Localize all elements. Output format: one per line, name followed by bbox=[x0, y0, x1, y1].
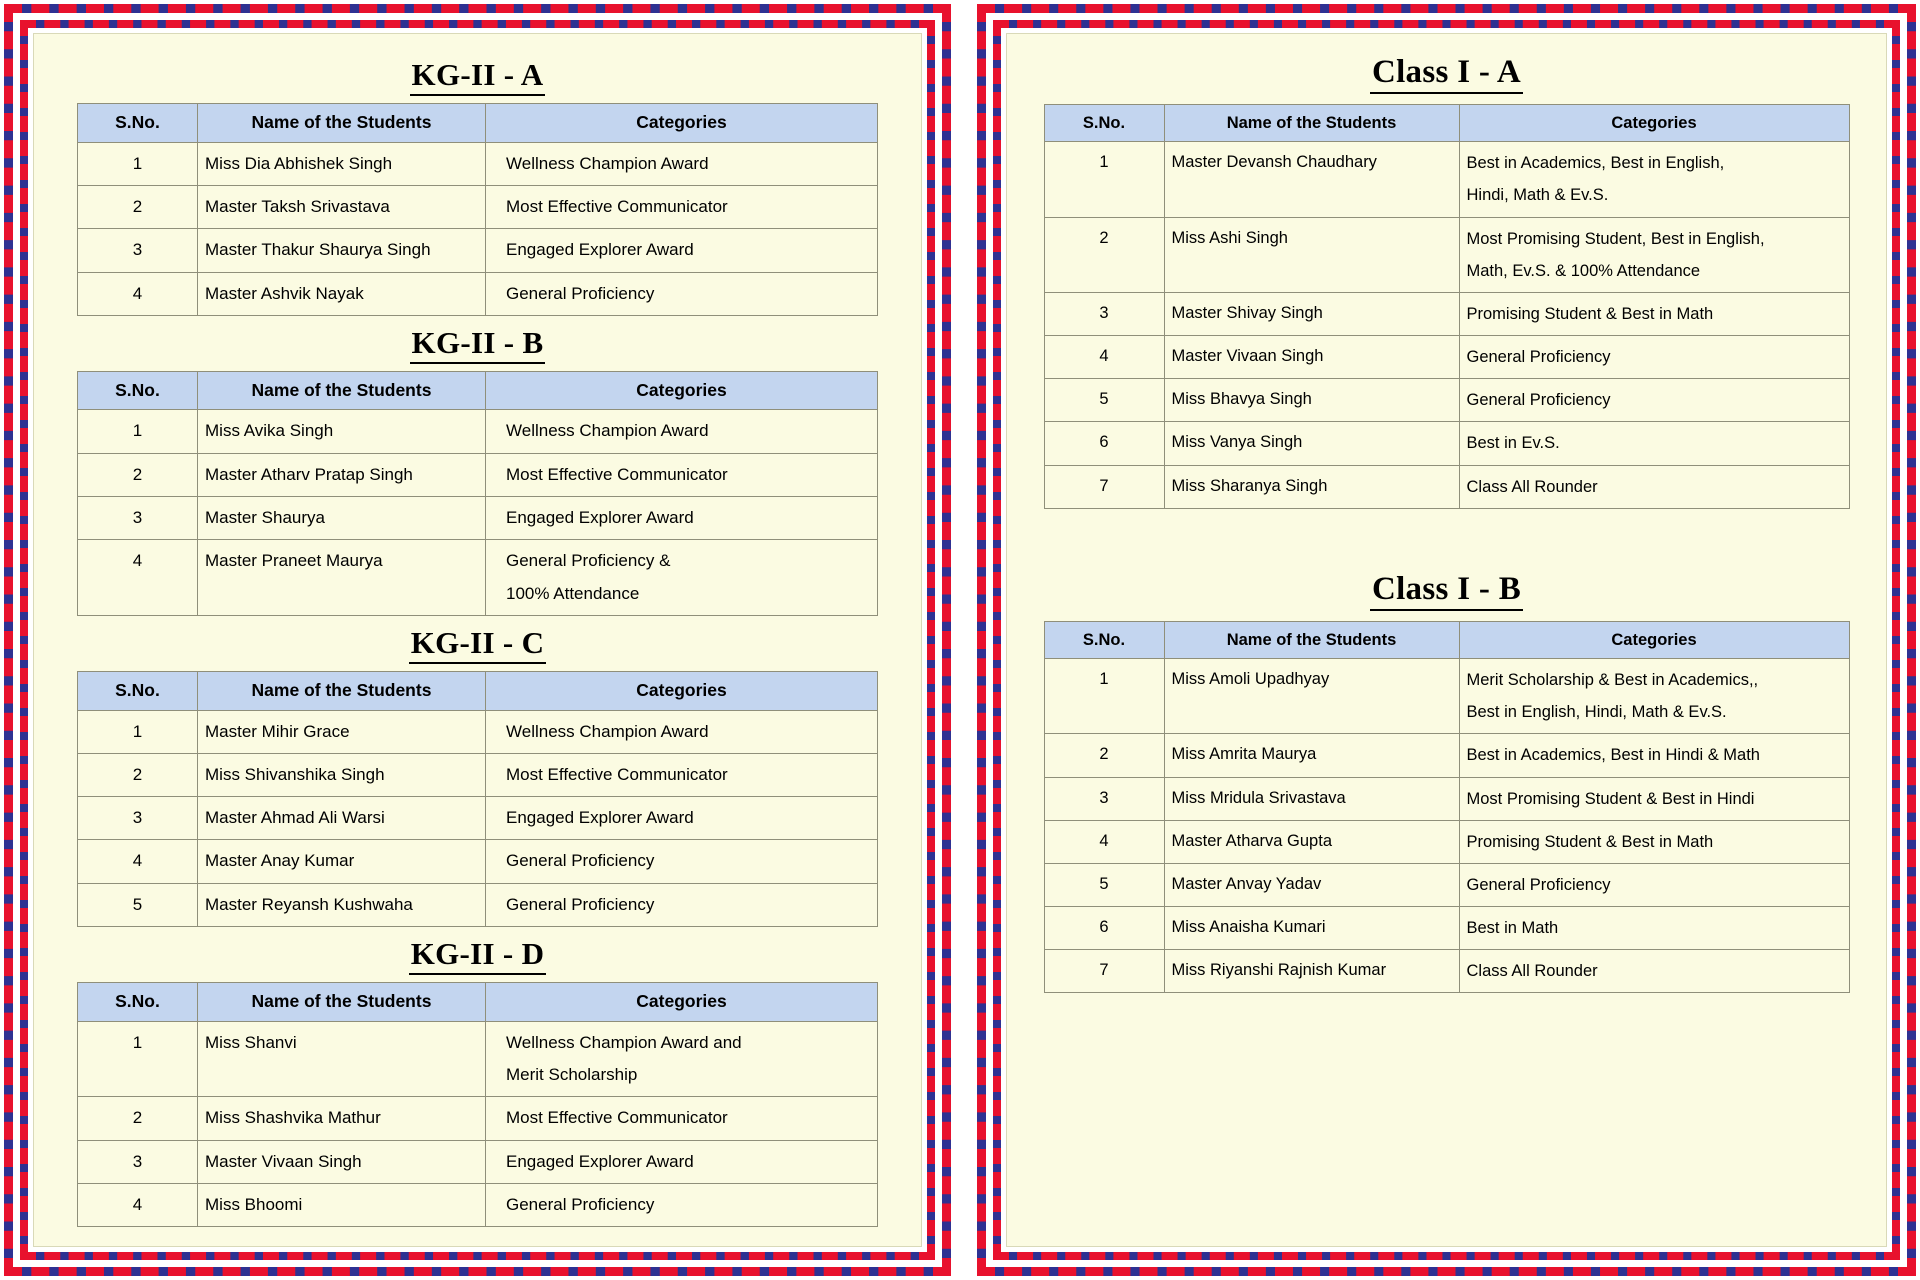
column-header-name: Name of the Students bbox=[1164, 621, 1459, 658]
right-page bbox=[973, 0, 1920, 1280]
cell-categories bbox=[1459, 336, 1849, 379]
cell-serial-number: 3 bbox=[1044, 777, 1164, 820]
table-header-row bbox=[78, 983, 878, 1022]
category-line: Wellness Champion Award bbox=[506, 421, 709, 441]
cell-serial-number: 3 bbox=[78, 229, 198, 272]
table-header-row bbox=[78, 671, 878, 710]
category-line: General Proficiency & bbox=[506, 551, 671, 571]
cell-categories bbox=[486, 272, 878, 315]
cell-serial-number: 5 bbox=[1044, 379, 1164, 422]
cell-categories bbox=[1459, 217, 1849, 292]
section-title bbox=[1029, 54, 1864, 94]
cell-categories bbox=[1459, 292, 1849, 335]
cell-student-name: Master Devansh Chaudhary bbox=[1164, 142, 1459, 217]
cell-serial-number: 2 bbox=[1044, 734, 1164, 777]
award-section bbox=[56, 625, 899, 927]
table-row bbox=[1044, 379, 1849, 422]
column-header-categories: Categories bbox=[486, 983, 878, 1022]
section-title-text: KG-II - B bbox=[410, 325, 546, 364]
cell-student-name: Master Reyansh Kushwaha bbox=[198, 883, 486, 926]
table-row bbox=[1044, 820, 1849, 863]
section-title bbox=[56, 57, 899, 96]
category-line: General Proficiency bbox=[1466, 348, 1611, 367]
table-header-row bbox=[1044, 105, 1849, 142]
category-line: General Proficiency bbox=[506, 851, 655, 871]
award-section bbox=[1029, 571, 1864, 994]
category-line: General Proficiency bbox=[506, 1194, 655, 1214]
cell-categories bbox=[486, 453, 878, 496]
table-row bbox=[78, 229, 878, 272]
category-line: Best in English, Hindi, Math & Ev.S. bbox=[1466, 703, 1727, 722]
cell-student-name: Miss Amoli Upadhyay bbox=[1164, 659, 1459, 734]
awards-table bbox=[77, 671, 878, 927]
cell-serial-number: 3 bbox=[78, 797, 198, 840]
category-line: Best in Academics, Best in English, bbox=[1466, 154, 1725, 173]
column-header-sno: S.No. bbox=[1044, 621, 1164, 658]
table-row bbox=[78, 540, 878, 616]
cell-student-name: Master Mihir Grace bbox=[198, 710, 486, 753]
cell-categories bbox=[486, 710, 878, 753]
awards-table bbox=[77, 103, 878, 316]
cell-student-name: Miss Riyanshi Rajnish Kumar bbox=[1164, 950, 1459, 993]
cell-categories bbox=[486, 229, 878, 272]
cell-serial-number: 2 bbox=[78, 453, 198, 496]
category-line: Merit Scholarship bbox=[506, 1064, 638, 1084]
category-line: Best in Academics, Best in Hindi & Math bbox=[1466, 746, 1760, 765]
column-header-sno: S.No. bbox=[78, 983, 198, 1022]
category-line: General Proficiency bbox=[1466, 875, 1611, 894]
category-line: 100% Attendance bbox=[506, 583, 640, 603]
cell-student-name: Master Vivaan Singh bbox=[198, 1140, 486, 1183]
category-line: Hindi, Math & Ev.S. bbox=[1466, 186, 1609, 205]
cell-student-name: Master Atharva Gupta bbox=[1164, 820, 1459, 863]
left-page bbox=[0, 0, 955, 1280]
category-line: Math, Ev.S. & 100% Attendance bbox=[1466, 261, 1701, 280]
cell-student-name: Master Taksh Srivastava bbox=[198, 185, 486, 228]
section-title-text: Class I - B bbox=[1370, 571, 1523, 611]
cell-serial-number: 4 bbox=[78, 840, 198, 883]
cell-categories bbox=[1459, 142, 1849, 217]
table-row bbox=[1044, 217, 1849, 292]
cell-categories bbox=[1459, 907, 1849, 950]
cell-student-name: Master Ashvik Nayak bbox=[198, 272, 486, 315]
cell-serial-number: 3 bbox=[78, 497, 198, 540]
table-row bbox=[78, 1097, 878, 1140]
cell-serial-number: 2 bbox=[78, 753, 198, 796]
cell-serial-number: 1 bbox=[78, 710, 198, 753]
column-header-sno: S.No. bbox=[78, 371, 198, 410]
table-row bbox=[78, 453, 878, 496]
table-row bbox=[78, 185, 878, 228]
cell-student-name: Miss Dia Abhishek Singh bbox=[198, 142, 486, 185]
cell-categories bbox=[1459, 734, 1849, 777]
cell-categories bbox=[486, 883, 878, 926]
category-line: General Proficiency bbox=[1466, 391, 1611, 410]
column-header-categories: Categories bbox=[1459, 105, 1849, 142]
cell-student-name: Miss Bhoomi bbox=[198, 1183, 486, 1226]
table-header-row bbox=[78, 104, 878, 143]
table-row bbox=[1044, 907, 1849, 950]
cell-categories bbox=[486, 1097, 878, 1140]
cell-categories bbox=[486, 753, 878, 796]
cell-student-name: Master Shivay Singh bbox=[1164, 292, 1459, 335]
awards-table bbox=[77, 371, 878, 616]
column-header-name: Name of the Students bbox=[1164, 105, 1459, 142]
section-title bbox=[1029, 571, 1864, 611]
cell-categories bbox=[486, 540, 878, 616]
category-line: Most Promising Student, Best in English, bbox=[1466, 229, 1765, 248]
cell-serial-number: 4 bbox=[78, 540, 198, 616]
left-page-content bbox=[34, 34, 921, 1246]
cell-serial-number: 2 bbox=[78, 1097, 198, 1140]
column-header-categories: Categories bbox=[486, 671, 878, 710]
category-line: Engaged Explorer Award bbox=[506, 240, 694, 260]
table-row bbox=[78, 797, 878, 840]
cell-categories bbox=[486, 497, 878, 540]
section-title bbox=[56, 936, 899, 975]
column-header-name: Name of the Students bbox=[198, 104, 486, 143]
cell-serial-number: 5 bbox=[78, 883, 198, 926]
category-line: Most Promising Student & Best in Hindi bbox=[1466, 789, 1755, 808]
cell-student-name: Miss Vanya Singh bbox=[1164, 422, 1459, 465]
table-row bbox=[1044, 863, 1849, 906]
cell-serial-number: 1 bbox=[1044, 659, 1164, 734]
cell-categories bbox=[1459, 863, 1849, 906]
table-row bbox=[78, 497, 878, 540]
cell-categories bbox=[486, 410, 878, 453]
cell-student-name: Miss Amrita Maurya bbox=[1164, 734, 1459, 777]
section-title bbox=[56, 625, 899, 664]
category-line: Engaged Explorer Award bbox=[506, 508, 694, 528]
cell-categories bbox=[486, 1140, 878, 1183]
cell-categories bbox=[486, 840, 878, 883]
category-line: Most Effective Communicator bbox=[506, 464, 728, 484]
cell-serial-number: 1 bbox=[78, 1021, 198, 1097]
category-line: Best in Math bbox=[1466, 919, 1559, 938]
cell-student-name: Master Shaurya bbox=[198, 497, 486, 540]
cell-student-name: Miss Mridula Srivastava bbox=[1164, 777, 1459, 820]
table-row bbox=[78, 410, 878, 453]
cell-categories bbox=[486, 1183, 878, 1226]
column-header-sno: S.No. bbox=[1044, 105, 1164, 142]
cell-student-name: Miss Shanvi bbox=[198, 1021, 486, 1097]
award-section bbox=[56, 325, 899, 616]
cell-student-name: Master Anvay Yadav bbox=[1164, 863, 1459, 906]
table-row bbox=[1044, 465, 1849, 508]
category-line: General Proficiency bbox=[506, 283, 655, 303]
column-header-name: Name of the Students bbox=[198, 671, 486, 710]
cell-student-name: Master Vivaan Singh bbox=[1164, 336, 1459, 379]
category-line: Best in Ev.S. bbox=[1466, 434, 1560, 453]
awards-table bbox=[1044, 104, 1850, 509]
cell-serial-number: 1 bbox=[78, 142, 198, 185]
cell-serial-number: 1 bbox=[78, 410, 198, 453]
cell-serial-number: 7 bbox=[1044, 465, 1164, 508]
table-row bbox=[1044, 734, 1849, 777]
cell-categories bbox=[1459, 820, 1849, 863]
cell-categories bbox=[1459, 422, 1849, 465]
table-row bbox=[1044, 336, 1849, 379]
right-page-content bbox=[1007, 34, 1886, 1246]
cell-serial-number: 4 bbox=[78, 1183, 198, 1226]
cell-student-name: Master Anay Kumar bbox=[198, 840, 486, 883]
cell-categories bbox=[486, 1021, 878, 1097]
category-line: Merit Scholarship & Best in Academics,, bbox=[1466, 671, 1759, 690]
cell-categories bbox=[1459, 465, 1849, 508]
awards-table bbox=[77, 982, 878, 1227]
table-header-row bbox=[78, 371, 878, 410]
award-section bbox=[1029, 54, 1864, 509]
cell-serial-number: 5 bbox=[1044, 863, 1164, 906]
table-row bbox=[78, 142, 878, 185]
section-title-text: KG-II - D bbox=[409, 936, 547, 975]
column-header-sno: S.No. bbox=[78, 671, 198, 710]
category-line: Wellness Champion Award bbox=[506, 153, 709, 173]
table-row bbox=[78, 272, 878, 315]
table-header-row bbox=[1044, 621, 1849, 658]
category-line: Most Effective Communicator bbox=[506, 1108, 728, 1128]
cell-serial-number: 1 bbox=[1044, 142, 1164, 217]
column-header-categories: Categories bbox=[486, 371, 878, 410]
cell-categories bbox=[1459, 950, 1849, 993]
cell-serial-number: 4 bbox=[78, 272, 198, 315]
column-header-name: Name of the Students bbox=[198, 371, 486, 410]
column-header-categories: Categories bbox=[1459, 621, 1849, 658]
table-row bbox=[1044, 950, 1849, 993]
cell-serial-number: 3 bbox=[78, 1140, 198, 1183]
category-line: Engaged Explorer Award bbox=[506, 808, 694, 828]
section-title-text: Class I - A bbox=[1370, 54, 1523, 94]
column-header-categories: Categories bbox=[486, 104, 878, 143]
table-row bbox=[1044, 777, 1849, 820]
cell-student-name: Miss Shashvika Mathur bbox=[198, 1097, 486, 1140]
cell-student-name: Miss Avika Singh bbox=[198, 410, 486, 453]
cell-student-name: Master Thakur Shaurya Singh bbox=[198, 229, 486, 272]
cell-student-name: Miss Ashi Singh bbox=[1164, 217, 1459, 292]
category-line: Class All Rounder bbox=[1466, 962, 1598, 981]
category-line: Promising Student & Best in Math bbox=[1466, 832, 1714, 851]
table-row bbox=[78, 883, 878, 926]
cell-serial-number: 3 bbox=[1044, 292, 1164, 335]
table-row bbox=[1044, 142, 1849, 217]
cell-student-name: Miss Sharanya Singh bbox=[1164, 465, 1459, 508]
table-row bbox=[78, 1140, 878, 1183]
cell-student-name: Miss Shivanshika Singh bbox=[198, 753, 486, 796]
cell-student-name: Master Atharv Pratap Singh bbox=[198, 453, 486, 496]
cell-serial-number: 2 bbox=[1044, 217, 1164, 292]
awards-table bbox=[1044, 621, 1850, 994]
column-header-sno: S.No. bbox=[78, 104, 198, 143]
table-row bbox=[1044, 659, 1849, 734]
award-section bbox=[56, 936, 899, 1227]
cell-student-name: Master Ahmad Ali Warsi bbox=[198, 797, 486, 840]
column-header-name: Name of the Students bbox=[198, 983, 486, 1022]
category-line: Most Effective Communicator bbox=[506, 764, 728, 784]
cell-serial-number: 2 bbox=[78, 185, 198, 228]
cell-serial-number: 7 bbox=[1044, 950, 1164, 993]
category-line: Promising Student & Best in Math bbox=[1466, 304, 1714, 323]
category-line: Wellness Champion Award bbox=[506, 721, 709, 741]
cell-categories bbox=[1459, 659, 1849, 734]
table-row bbox=[78, 753, 878, 796]
section-title-text: KG-II - A bbox=[410, 57, 546, 96]
cell-categories bbox=[1459, 777, 1849, 820]
section-title bbox=[56, 325, 899, 364]
right-page-paper bbox=[1006, 33, 1887, 1247]
cell-serial-number: 6 bbox=[1044, 907, 1164, 950]
cell-serial-number: 4 bbox=[1044, 336, 1164, 379]
category-line: Wellness Champion Award and bbox=[506, 1032, 742, 1052]
table-row bbox=[1044, 422, 1849, 465]
cell-categories bbox=[486, 797, 878, 840]
cell-categories bbox=[486, 185, 878, 228]
category-line: Engaged Explorer Award bbox=[506, 1151, 694, 1171]
cell-student-name: Miss Anaisha Kumari bbox=[1164, 907, 1459, 950]
cell-categories bbox=[486, 142, 878, 185]
left-page-paper bbox=[33, 33, 922, 1247]
cell-serial-number: 4 bbox=[1044, 820, 1164, 863]
award-section bbox=[56, 57, 899, 316]
category-line: Class All Rounder bbox=[1466, 477, 1598, 496]
table-row bbox=[78, 1021, 878, 1097]
section-spacer bbox=[1029, 509, 1864, 565]
table-row bbox=[78, 840, 878, 883]
cell-student-name: Master Praneet Maurya bbox=[198, 540, 486, 616]
table-row bbox=[78, 1183, 878, 1226]
category-line: Most Effective Communicator bbox=[506, 196, 728, 216]
cell-categories bbox=[1459, 379, 1849, 422]
section-title-text: KG-II - C bbox=[409, 625, 547, 664]
cell-student-name: Miss Bhavya Singh bbox=[1164, 379, 1459, 422]
table-row bbox=[1044, 292, 1849, 335]
table-row bbox=[78, 710, 878, 753]
cell-serial-number: 6 bbox=[1044, 422, 1164, 465]
category-line: General Proficiency bbox=[506, 894, 655, 914]
